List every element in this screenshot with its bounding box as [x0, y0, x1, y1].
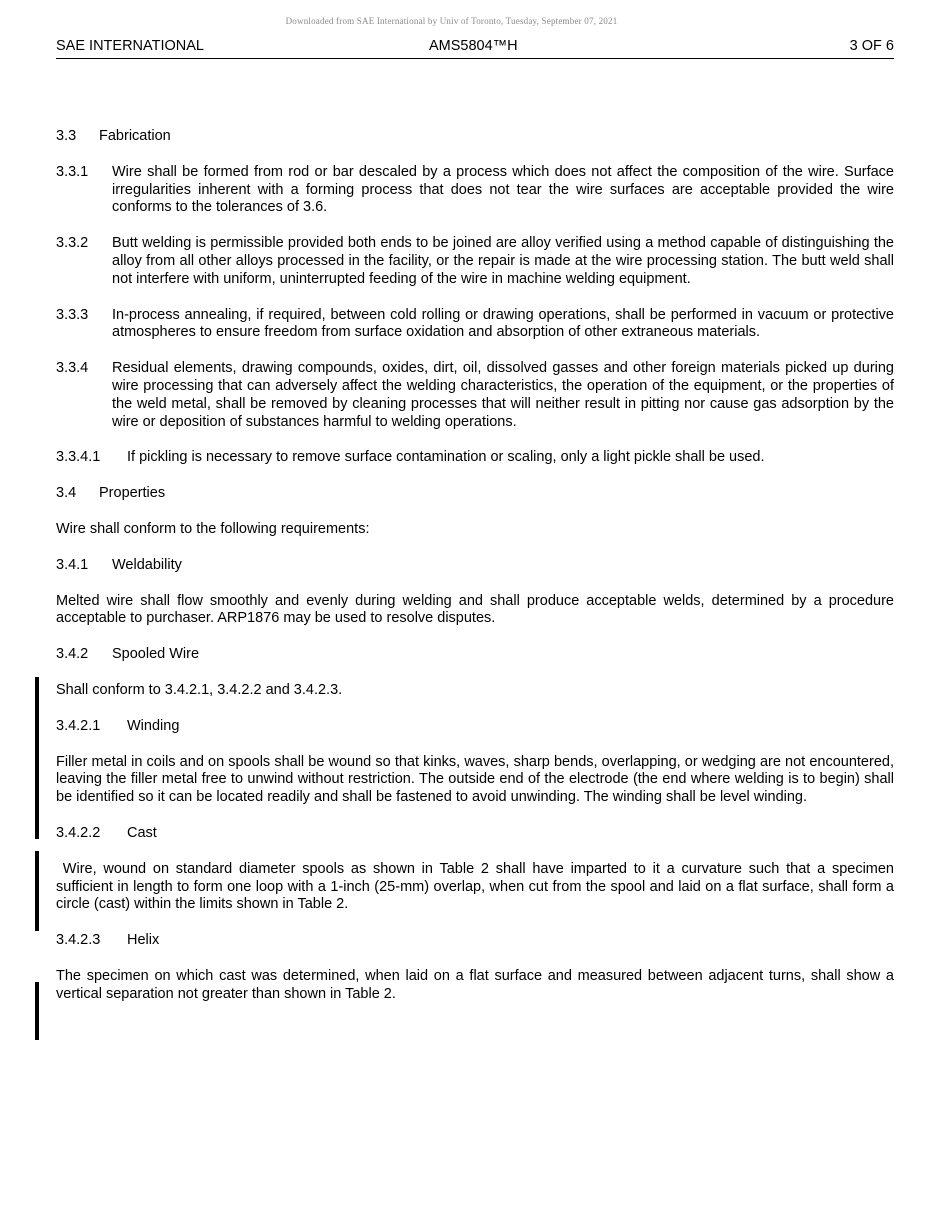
clause-number: 3.3.4 [56, 360, 89, 377]
section-heading [56, 485, 894, 503]
section-paragraph: Shall conform to 3.4.2.1, 3.4.2.2 and 3.4.2.3. [56, 681, 343, 698]
clause [56, 360, 894, 431]
section-title: Properties [99, 485, 166, 502]
change-bar [35, 677, 39, 839]
clause [56, 164, 894, 217]
clause-text: If pickling is necessary to remove surface contamination or scaling, only a light pickle shall be used. [127, 449, 765, 466]
clause-number: 3.3.2 [56, 235, 89, 252]
section-title: Weldability [112, 556, 182, 573]
section-heading [56, 718, 894, 736]
clause [56, 307, 894, 343]
clause-text: Butt welding is permissible provided both ends to be joined are alloy verified using a method capable of distinguishing the alloy from all other alloys processed in the facility, or the repair is made at the wire processing station. The butt weld shall not interfere with uniform, uninterrupted feeding of the wire in machine welding equipment. [112, 235, 894, 287]
clause-text: Wire shall be formed from rod or bar descaled by a process which does not affect the composition of the wire. Surface irregularities inherent with a forming process that does not tear the wire surfaces are acceptable provided the wire conforms to the tolerances of 3.6. [112, 163, 894, 216]
header-page-number: 3 OF 6 [849, 38, 894, 54]
section-paragraph: Wire shall conform to the following requirements: [56, 520, 370, 537]
section-paragraph: Melted wire shall flow smoothly and evenly during welding and shall produce acceptable welds, determined by a procedure acceptable to purchaser. ARP1876 may be used to resolve disputes. [56, 592, 894, 627]
section-title: Cast [127, 824, 157, 841]
clause-number: 3.3.3 [56, 306, 89, 323]
page-header [56, 38, 894, 59]
clause-number: 3.3.1 [56, 163, 89, 180]
section-heading [56, 557, 894, 575]
change-bar [35, 982, 39, 1040]
section-title: Spooled Wire [112, 646, 200, 663]
header-organization: SAE INTERNATIONAL [56, 38, 204, 54]
section-title: Helix [127, 932, 160, 949]
section-heading [56, 825, 894, 843]
section-number: 3.3 [56, 128, 77, 144]
section-heading [56, 646, 894, 664]
section-number: 3.4 [56, 485, 77, 502]
section-paragraph: The specimen on which cast was determined, when laid on a flat surface and measured between adjacent turns, shall show a vertical separation not greater than shown in Table 2. [56, 967, 894, 1002]
change-bar [35, 851, 39, 931]
document-body [56, 128, 899, 1022]
clause-text: Residual elements, drawing compounds, oxides, dirt, oil, dissolved gasses and other foreign materials picked up during wire processing that can adversely affect the welding characteristics, the operation of the equipment, or the properties of the weld metal, shall be removed by cleaning processes that will neither result in pitting nor cause gas adsorption by the wire or deposition of substances harmful to welding operations. [112, 360, 894, 430]
section-number: 3.4.2 [56, 646, 89, 663]
section-title: Fabrication [99, 128, 171, 144]
section-paragraph: Wire, wound on standard diameter spools as shown in Table 2 shall have imparted to it a curvature such that a specimen sufficient in length to form one loop with a 1-inch (25-mm) overlap, when cut from the spool and laid on a flat surface, shall form a circle (cast) within the limits shown in Table 2. [56, 860, 899, 913]
header-document-number: AMS5804™H [429, 38, 518, 54]
section-number: 3.4.2.2 [56, 824, 101, 841]
section-heading [56, 932, 894, 950]
clause-number: 3.3.4.1 [56, 449, 101, 466]
clause [56, 235, 894, 288]
section-paragraph: Filler metal in coils and on spools shall be wound so that kinks, waves, sharp bends, overlapping, or wedging are not encountered, leaving the filler metal free to unwind without restriction. The outside end of the electrode (the end where welding is to begin) shall be identified so it can be located readily and shall be fastened to avoid unwinding. The winding shall be level winding. [56, 753, 894, 806]
section-number: 3.4.2.3 [56, 932, 101, 949]
section-heading [56, 128, 894, 146]
download-watermark: Downloaded from SAE International by Univ of Toronto, Tuesday, September 07, 2021 [285, 16, 618, 26]
section-number: 3.4.1 [56, 556, 89, 573]
clause-text: In-process annealing, if required, between cold rolling or drawing operations, shall be performed in vacuum or protective atmospheres to ensure freedom from surface oxidation and absorption of other extraneous materials. [112, 306, 894, 341]
section-number: 3.4.2.1 [56, 717, 101, 734]
section-title: Winding [127, 717, 180, 734]
clause [56, 449, 894, 467]
